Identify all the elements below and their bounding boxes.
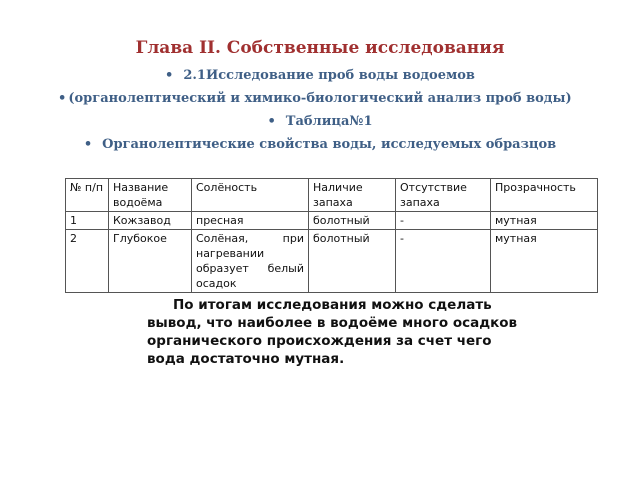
header-cell-number: № п/п (66, 179, 109, 212)
header-cell-odor: Наличие запаха (309, 179, 396, 212)
bullet-icon: • (165, 68, 174, 83)
bullet-text: Таблица№1 (285, 114, 373, 129)
header-cell-salinity: Солёность (192, 179, 309, 212)
table-cell: - (396, 212, 491, 230)
bullet-icon: • (267, 114, 276, 129)
table-cell: пресная (192, 212, 309, 230)
table-cell: мутная (491, 230, 598, 293)
table-cell: 2 (66, 230, 109, 293)
table-cell: мутная (491, 212, 598, 230)
bullet-item (0, 137, 640, 152)
water-properties-table (65, 178, 598, 293)
table-cell: - (396, 230, 491, 293)
table-cell: 1 (66, 212, 109, 230)
bullet-item (0, 68, 640, 83)
table-cell: Солёная, при нагревании образует белый осадок (192, 230, 309, 293)
bullet-text: 2.1Исследование проб воды водоемов (183, 68, 475, 83)
table-cell: болотный (309, 212, 396, 230)
bullet-item (0, 91, 640, 106)
table-cell: Кожзавод (109, 212, 192, 230)
conclusion-body: По итогам исследования можно сделать вывод, что наиболее в водоёме много осадков органического происхождения за счет чего вода достаточно мутная. (147, 297, 518, 367)
header-cell-no-odor: Отсутствие запаха (396, 179, 491, 212)
bullet-icon: • (83, 137, 93, 152)
bullet-item (0, 114, 640, 129)
table-cell: Глубокое (109, 230, 192, 293)
bullet-icon: • (58, 91, 67, 106)
table-row (66, 230, 598, 293)
conclusion-text (147, 296, 527, 368)
table-cell: болотный (309, 230, 396, 293)
header-cell-name: Название водоёма (109, 179, 192, 212)
table-row (66, 212, 598, 230)
bullet-text: Органолептические свойства воды, исследуемых образцов (102, 137, 557, 152)
bullet-text: (органолептический и химико-биологический анализ проб воды) (68, 91, 572, 106)
bullet-list (0, 68, 640, 160)
table-header-row (66, 179, 598, 212)
slide-title: Глава II. Собственные исследования (135, 38, 505, 58)
header-cell-clarity: Прозрачность (491, 179, 598, 212)
